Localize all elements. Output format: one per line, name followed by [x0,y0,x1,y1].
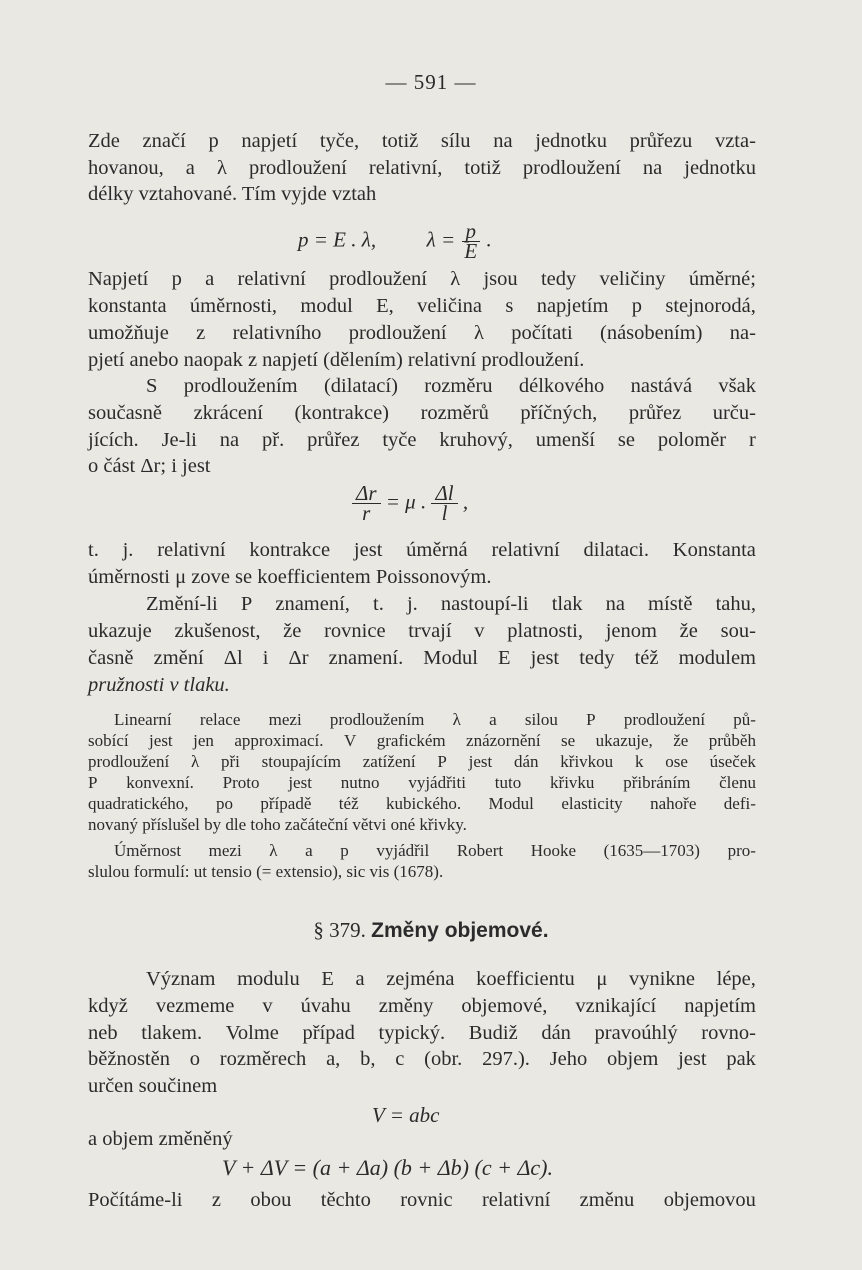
text-line: o část Δr; i jest [88,455,211,477]
note-line: quadratického, po případě též kubického. Modul elasticity nahoře defi- [88,794,756,813]
text-line: současně zkrácení (kontrakce) rozměrů příčných, průřez urču- [88,402,756,424]
equation-part: p = E . λ, [298,227,377,252]
equation-hooke [298,219,492,263]
text-line: Význam modulu E a zejména koefficientu μ vynikne lépe, [146,968,756,990]
text-line: umožňuje z relativního prodloužení λ počítati (násobením) na- [88,322,756,344]
fraction-numerator: p [462,222,481,242]
text-line: časně změní Δl i Δr znamení. Modul E jest tedy též modulem [88,647,756,669]
fraction [352,481,381,525]
text-line: konstanta úměrnosti, modul E, veličina s napjetím p stejnorodá, [88,295,756,317]
fraction-denominator: l [441,501,448,525]
note-line: P konvexní. Proto jest nutno vyjádřiti tuto křivku přibráním členu [88,773,756,792]
fraction-numerator: Δr [352,484,381,504]
equation-part: = μ . [385,489,427,514]
equation-volume-changed: V + ΔV = (a + Δa) (b + Δb) (c + Δc). [222,1155,553,1180]
text-line: Zde značí p napjetí tyče, totiž sílu na jednotku průřezu vzta- [88,130,756,152]
note-line: slulou formulí: ut tensio (= extensio), sic vis (1678). [88,862,444,881]
note-line: Úměrnost mezi λ a p vyjádřil Robert Hooke (1635—1703) pro- [114,841,756,860]
text-line: neb tlakem. Volme případ typický. Budiž dán pravoúhlý rovno- [88,1022,756,1044]
text-line: Napjetí p a relativní prodloužení λ jsou tedy veličiny úměrné; [88,268,756,290]
text-line: úměrnosti μ zove se koefficientem Poissonovým. [88,566,492,588]
note-line: prodloužení λ při stoupajícím zatížení P jest dán křivkou k ose úseček [88,752,756,771]
fraction-numerator: Δl [431,484,457,504]
page-number: — 591 — [385,70,477,94]
equation-volume: V = abc [372,1103,440,1127]
text-line: S prodloužením (dilatací) rozměru délkového nastává však [146,375,756,397]
text-line: běžnostěn o rozměrech a, b, c (obr. 297.). Jeho objem jest pak [88,1048,756,1070]
text-line: t. j. relativní kontrakce jest úměrná relativní dilataci. Konstanta [88,539,756,561]
equation-part: , [462,489,469,514]
text-line: délky vztahované. Tím vyjde vztah [88,183,377,205]
text-line: hovanou, a λ prodloužení relativní, totiž prodloužení na jednotku [88,157,756,179]
section-title: Změny objemové. [371,919,549,942]
equation-part: . [486,227,492,252]
text-line: Změní-li P znamení, t. j. nastoupí-li tlak na místě tahu, [146,593,756,615]
text-line: a objem změněný [88,1128,233,1150]
section-number: § 379. [313,918,366,942]
text-line: určen součinem [88,1075,218,1097]
text-line: Počítáme-li z obou těchto rovnic relativní změnu objemovou [88,1189,756,1211]
note-line: Linearní relace mezi prodloužením λ a silou P prodloužení pů- [114,710,756,729]
note-line: novaný příslušel by dle toho začáteční větvi oné křivky. [88,815,467,834]
text-line: jících. Je-li na př. průřez tyče kruhový, umenší se poloměr r [88,429,756,451]
section-heading [0,918,862,943]
text-line: když vezmeme v úvahu změny objemové, vznikající napjetím [88,995,756,1017]
equation-part: λ = [426,227,456,252]
fraction [460,219,481,263]
fraction-denominator: r [362,501,371,525]
fraction-denominator: E [464,239,478,263]
text-line: ukazuje zkušenost, že rovnice trvají v platnosti, jenom že sou- [88,620,756,642]
equation-poisson [352,481,469,525]
fraction [431,481,457,525]
text-line: pružnosti v tlaku. [88,674,230,696]
text-line: pjetí anebo naopak z napjetí (dělením) relativní prodloužení. [88,349,585,371]
note-line: sobící jest jen approximací. V grafickém znázornění se ukazuje, že průběh [88,731,756,750]
